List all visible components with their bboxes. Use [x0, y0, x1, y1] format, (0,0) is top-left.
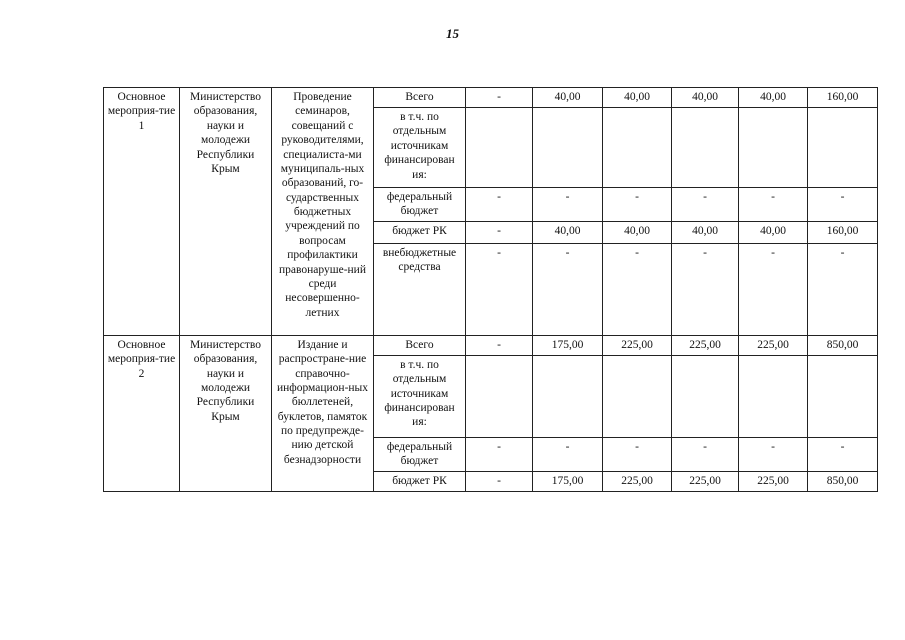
- value-cell: -: [672, 437, 739, 471]
- source-cell: в т.ч. по отдельным источникам финансирован ия:: [374, 108, 466, 188]
- value-cell: [603, 355, 672, 437]
- value-cell: 850,00: [808, 335, 878, 355]
- value-cell: [739, 355, 808, 437]
- value-cell: -: [466, 221, 533, 243]
- value-cell: 160,00: [808, 88, 878, 108]
- value-cell: 225,00: [603, 471, 672, 491]
- source-cell: внебюджетные средства: [374, 243, 466, 335]
- value-cell: [672, 355, 739, 437]
- source-cell: бюджет РК: [374, 471, 466, 491]
- value-cell: -: [672, 243, 739, 335]
- value-cell: -: [739, 437, 808, 471]
- value-cell: [739, 108, 808, 188]
- value-cell: [808, 355, 878, 437]
- value-cell: 160,00: [808, 221, 878, 243]
- value-cell: 225,00: [739, 471, 808, 491]
- value-cell: -: [808, 188, 878, 222]
- funding-table: [103, 87, 878, 492]
- value-cell: -: [466, 335, 533, 355]
- value-cell: -: [466, 188, 533, 222]
- table-row: [104, 88, 878, 108]
- value-cell: 850,00: [808, 471, 878, 491]
- source-cell: бюджет РК: [374, 221, 466, 243]
- value-cell: [672, 108, 739, 188]
- value-cell: 40,00: [533, 88, 603, 108]
- source-cell: федеральный бюджет: [374, 437, 466, 471]
- value-cell: 175,00: [533, 335, 603, 355]
- description-cell: Издание и распростране-ние справочно-информацион-ных бюллетеней, буклетов, памяток по предупрежде-нию детской безнадзорности: [272, 335, 374, 491]
- value-cell: -: [603, 188, 672, 222]
- value-cell: 40,00: [533, 221, 603, 243]
- source-cell: федеральный бюджет: [374, 188, 466, 222]
- value-cell: [533, 355, 603, 437]
- source-cell: в т.ч. по отдельным источникам финансирован ия:: [374, 355, 466, 437]
- value-cell: -: [739, 243, 808, 335]
- page-number: 15: [446, 26, 459, 41]
- value-cell: [466, 108, 533, 188]
- value-cell: [533, 108, 603, 188]
- value-cell: 40,00: [739, 88, 808, 108]
- activity-cell: Основное мероприя-тие 1: [104, 88, 180, 336]
- value-cell: [808, 108, 878, 188]
- value-cell: 225,00: [672, 335, 739, 355]
- value-cell: 225,00: [672, 471, 739, 491]
- value-cell: -: [672, 188, 739, 222]
- value-cell: -: [739, 188, 808, 222]
- value-cell: -: [533, 188, 603, 222]
- executor-cell: Министерство образования, науки и молодежи Республики Крым: [180, 335, 272, 491]
- value-cell: 40,00: [603, 221, 672, 243]
- value-cell: [603, 108, 672, 188]
- value-cell: 40,00: [739, 221, 808, 243]
- value-cell: -: [466, 471, 533, 491]
- value-cell: 40,00: [672, 88, 739, 108]
- value-cell: 175,00: [533, 471, 603, 491]
- value-cell: 225,00: [603, 335, 672, 355]
- table-row: [104, 335, 878, 355]
- source-cell: Всего: [374, 88, 466, 108]
- value-cell: -: [466, 437, 533, 471]
- value-cell: -: [808, 243, 878, 335]
- value-cell: -: [603, 243, 672, 335]
- source-cell: Всего: [374, 335, 466, 355]
- value-cell: -: [533, 437, 603, 471]
- description-cell: Проведение семинаров, совещаний с руководителями, специалиста-ми муниципаль-ных образований, го-сударственных бюджетных учреждений по вопросам профилактики правонаруше-ний среди несовершенно-летних: [272, 88, 374, 336]
- activity-cell: Основное мероприя-тие 2: [104, 335, 180, 491]
- value-cell: [466, 355, 533, 437]
- value-cell: -: [466, 243, 533, 335]
- value-cell: -: [603, 437, 672, 471]
- value-cell: 40,00: [603, 88, 672, 108]
- value-cell: -: [466, 88, 533, 108]
- value-cell: -: [808, 437, 878, 471]
- value-cell: -: [533, 243, 603, 335]
- value-cell: 225,00: [739, 335, 808, 355]
- value-cell: 40,00: [672, 221, 739, 243]
- executor-cell: Министерство образования, науки и молодежи Республики Крым: [180, 88, 272, 336]
